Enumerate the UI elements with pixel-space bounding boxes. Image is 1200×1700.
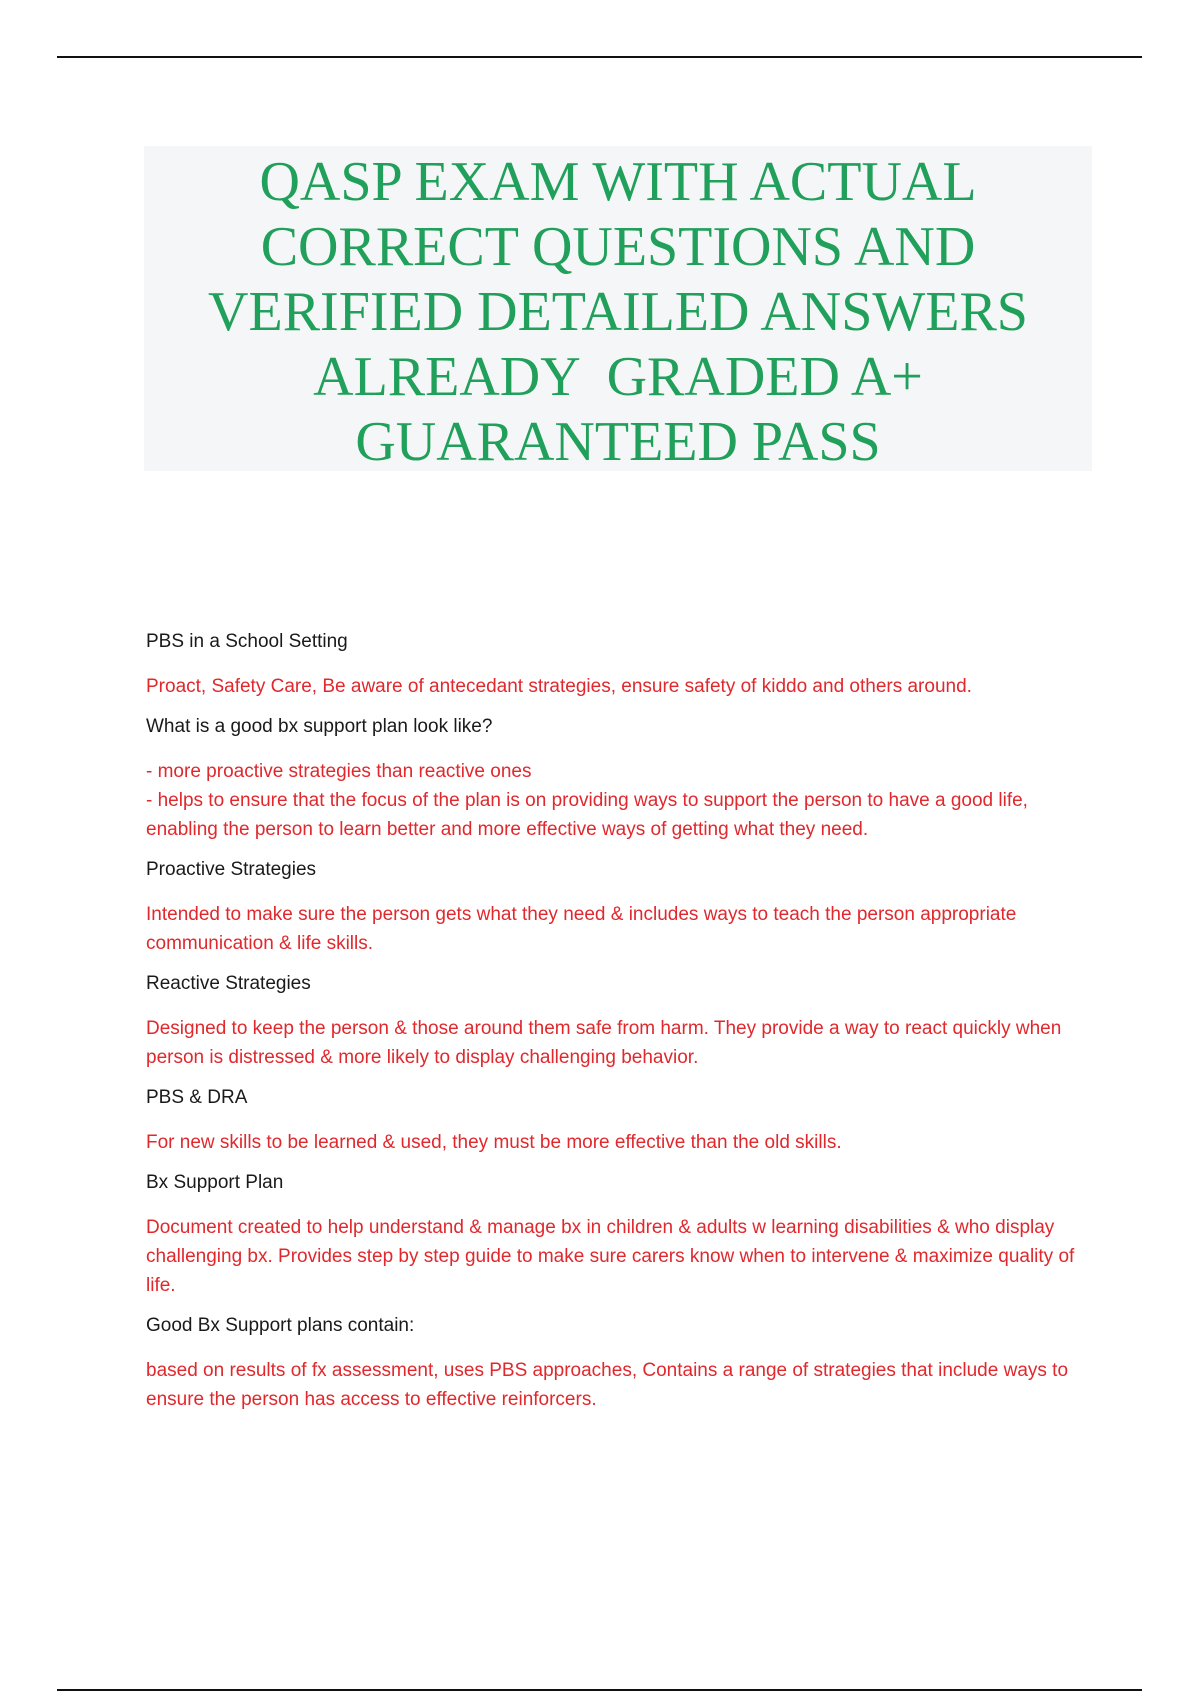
answer xyxy=(146,900,1096,958)
answer-line: For new skills to be learned & used, they must be more effective than the old skills. xyxy=(146,1132,842,1153)
answer-line: based on results of fx assessment, uses PBS approaches, Contains a range of strategies that include ways to ensure the person has access to effective reinforcers. xyxy=(146,1360,1069,1410)
answer-line: Designed to keep the person & those around them safe from harm. They provide a way to react quickly when person is distressed & more likely to display challenging behavior. xyxy=(146,1018,1062,1068)
question: Proactive Strategies xyxy=(146,859,317,880)
qa-list xyxy=(146,628,1096,1426)
answer-line: Intended to make sure the person gets what they need & includes ways to teach the person appropriate communication & life skills. xyxy=(146,904,1017,954)
title-box xyxy=(144,146,1092,471)
answer xyxy=(146,1213,1096,1300)
document-title xyxy=(144,150,1092,475)
answer xyxy=(146,1128,1096,1157)
title-line: ALREADY GRADED A+ xyxy=(313,346,923,408)
top-rule xyxy=(57,56,1142,58)
answer-line: - helps to ensure that the focus of the plan is on providing ways to support the person to have a good life, enabling the person to learn better and more effective ways of getting what they need. xyxy=(146,790,1028,840)
answer-line: Document created to help understand & manage bx in children & adults w learning disabilities & who display challenging bx. Provides step by step guide to make sure carers know when to intervene & maximize quality of life. xyxy=(146,1217,1075,1296)
title-line: VERIFIED DETAILED ANSWERS xyxy=(208,281,1028,343)
answer xyxy=(146,757,1096,844)
title-line: GUARANTEED PASS xyxy=(355,411,881,473)
question: Bx Support Plan xyxy=(146,1172,284,1193)
question: What is a good bx support plan look like? xyxy=(146,716,493,737)
question: Reactive Strategies xyxy=(146,973,311,994)
answer xyxy=(146,1014,1096,1072)
answer xyxy=(146,1356,1096,1414)
answer xyxy=(146,672,1096,701)
question: PBS & DRA xyxy=(146,1087,248,1108)
title-line: QASP EXAM WITH ACTUAL xyxy=(259,151,977,213)
question: PBS in a School Setting xyxy=(146,631,348,652)
answer-line: Proact, Safety Care, Be aware of antecedant strategies, ensure safety of kiddo and others around. xyxy=(146,676,972,697)
bottom-rule xyxy=(57,1689,1142,1691)
question: Good Bx Support plans contain: xyxy=(146,1315,415,1336)
answer-line: - more proactive strategies than reactive ones xyxy=(146,761,532,782)
title-line: CORRECT QUESTIONS AND xyxy=(260,216,976,278)
